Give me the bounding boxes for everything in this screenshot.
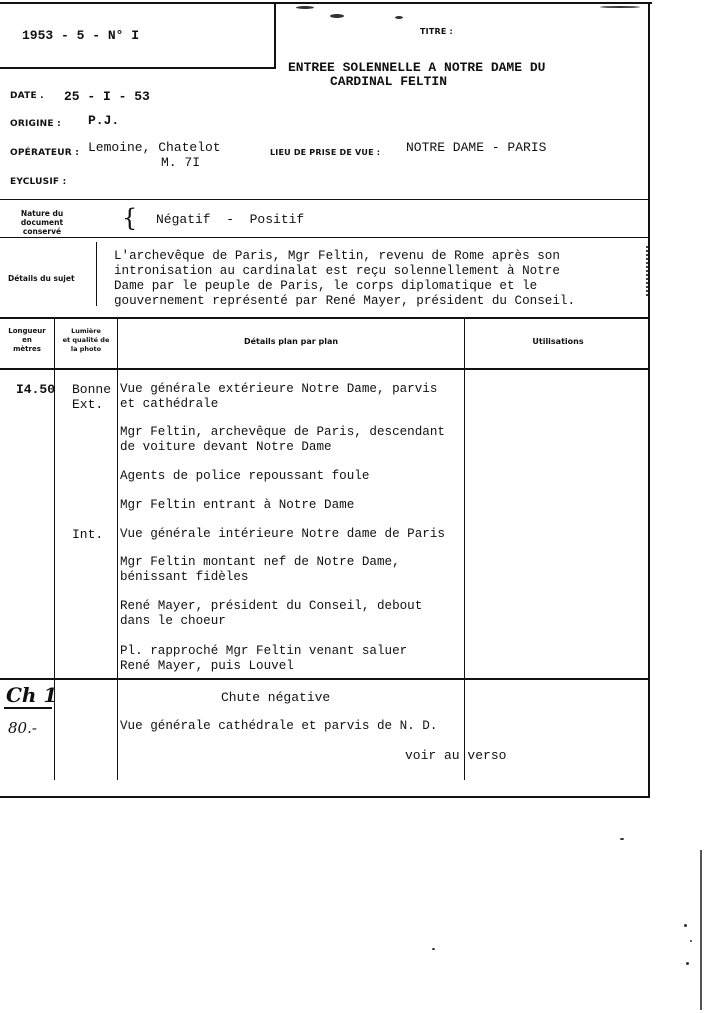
details-sujet-label: Détails du sujet	[8, 274, 75, 283]
details-line-1: L'archevêque de Paris, Mgr Feltin, revenu de Rome après son	[114, 249, 560, 263]
lieu-value: NOTRE DAME - PARIS	[406, 140, 547, 155]
col-lumiere-line-3: la photo	[70, 345, 102, 353]
chute-shot	[120, 719, 437, 734]
table-header-bottom	[0, 368, 650, 370]
col-longueur-header	[2, 327, 52, 354]
title-line-2: CARDINAL FELTIN	[330, 74, 448, 89]
details-line-2: intronisation au cardinalat est reçu solennellement à Notre	[114, 264, 560, 278]
shot-4-line-1: Mgr Feltin entrant à Notre Dame	[120, 498, 355, 512]
shot-2-line-1: Mgr Feltin, archevêque de Paris, descendant	[120, 425, 445, 439]
details-sujet-text	[114, 249, 575, 309]
nature-brace: {	[122, 204, 138, 232]
scan-speck	[686, 962, 689, 965]
shot-3-line-1: Agents de police repoussant foule	[120, 469, 370, 483]
lieu-label: LIEU DE PRISE DE VUE :	[270, 148, 381, 157]
shot-4	[120, 498, 354, 513]
table-col-divider-2	[117, 318, 118, 780]
handwritten-ch: Ch 1	[6, 683, 58, 707]
scan-speck	[395, 16, 403, 19]
right-edge-shadow	[700, 850, 702, 1010]
shot-5	[120, 527, 445, 542]
light-int: Int.	[72, 527, 104, 542]
scan-speck	[432, 948, 435, 950]
date-value: 25 - I - 53	[64, 89, 150, 104]
date-label: DATE .	[10, 91, 44, 101]
shot-7	[120, 599, 422, 629]
table-top-border	[0, 317, 650, 319]
chute-title: Chute négative	[221, 690, 331, 705]
nature-label-line-2: conservé	[22, 227, 62, 236]
scan-speck	[690, 940, 692, 942]
header-divider-vertical	[274, 4, 276, 68]
scan-speck	[296, 6, 314, 9]
table-mid-rule	[0, 678, 650, 680]
col-longueur-line-2: en	[22, 336, 32, 344]
details-side-marks	[646, 246, 650, 296]
voir-au-verso: voir au verso	[405, 748, 507, 763]
light-ext: Ext.	[72, 397, 104, 412]
shot-7-line-1: René Mayer, président du Conseil, debout	[120, 599, 423, 613]
top-border	[0, 2, 652, 4]
header-divider-horizontal	[0, 67, 276, 69]
origine-label: ORIGINE :	[10, 119, 61, 129]
shot-2	[120, 425, 445, 455]
col-utilisations-header: Utilisations	[532, 337, 584, 346]
col-longueur-line-1: Longueur	[8, 327, 46, 335]
details-line-4: gouvernement représenté par René Mayer, président du Conseil.	[114, 294, 576, 308]
handwritten-underline	[4, 707, 52, 709]
table-bottom-border	[0, 796, 650, 798]
shot-6	[120, 555, 400, 585]
titre-label: TITRE :	[420, 27, 453, 36]
handwritten-length: 80.-	[8, 719, 37, 737]
fields-divider	[0, 199, 650, 200]
col-lumiere-line-2: et qualité de	[62, 336, 110, 344]
details-brace	[96, 242, 100, 306]
reference-number: 1953 - 5 - N° I	[22, 28, 140, 43]
nature-divider	[0, 237, 650, 238]
shot-7-line-2: dans le choeur	[120, 614, 226, 628]
operateur-value-2: M. 7I	[161, 155, 201, 170]
nature-label-line-1: Nature du document	[20, 209, 64, 227]
shot-6-line-2: bénissant fidèles	[120, 570, 249, 584]
shot-3	[120, 469, 369, 484]
shot-1-line-2: et cathédrale	[120, 397, 219, 411]
scan-speck	[600, 6, 640, 8]
scan-speck	[684, 924, 687, 927]
shot-6-line-1: Mgr Feltin montant nef de Notre Dame,	[120, 555, 400, 569]
shot-1	[120, 382, 437, 412]
col-details-header: Détails plan par plan	[243, 337, 339, 346]
exclusif-label: EYCLUSIF :	[10, 177, 67, 187]
scan-speck	[330, 14, 344, 18]
operateur-label: OPÉRATEUR :	[10, 148, 80, 158]
title-line-1: ENTREE SOLENNELLE A NOTRE DAME DU	[288, 60, 546, 75]
shot-8	[120, 644, 407, 674]
shot-2-line-2: de voiture devant Notre Dame	[120, 440, 332, 454]
length-value: I4.50	[16, 382, 56, 397]
col-lumiere-line-1: Lumière	[71, 327, 101, 335]
nature-value: Négatif - Positif	[156, 212, 305, 227]
table-col-divider-3	[464, 318, 465, 780]
col-lumiere-header	[56, 327, 116, 354]
details-line-3: Dame par le peuple de Paris, le corps diplomatique et le	[114, 279, 538, 293]
origine-value: P.J.	[88, 113, 120, 128]
light-bonne: Bonne	[72, 382, 112, 397]
shot-1-line-1: Vue générale extérieure Notre Dame, parvis	[120, 382, 438, 396]
scan-speck	[620, 838, 624, 840]
chute-shot-line: Vue générale cathédrale et parvis de N. D.	[120, 719, 438, 733]
shot-8-line-1: Pl. rapproché Mgr Feltin venant saluer	[120, 644, 408, 658]
col-longueur-line-3: mètres	[13, 345, 41, 353]
shot-5-line-1: Vue générale intérieure Notre dame de Paris	[120, 527, 445, 541]
nature-label	[6, 209, 78, 236]
shot-8-line-2: René Mayer, puis Louvel	[120, 659, 294, 673]
operateur-value-1: Lemoine, Chatelot	[88, 140, 221, 155]
